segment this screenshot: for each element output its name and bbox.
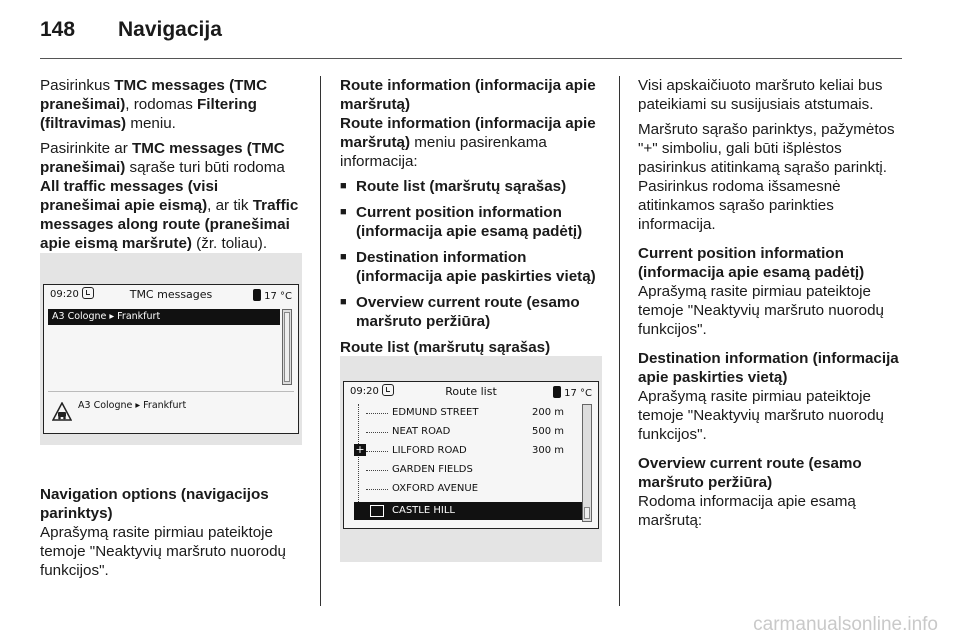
watermark: carmanualsonline.info — [753, 614, 938, 635]
route-screen — [343, 381, 599, 529]
page-number: 148 — [40, 18, 76, 41]
row-connector — [366, 489, 388, 490]
thermometer-icon — [253, 289, 261, 301]
screen-title: TMC messages — [129, 288, 213, 301]
route-street: NEAT ROAD — [392, 426, 451, 437]
route-street: LILFORD ROAD — [392, 445, 467, 456]
heading-destination-info: Destination information (informacija apie paskirties vietą) — [638, 350, 899, 386]
row-connector — [366, 451, 388, 452]
screen-title: Route list — [445, 385, 497, 398]
paragraph-plus-options: Maršruto sąrašo parinktys, pažymėtos "+" simboliu, gali būti išplėstos pasirinkus atitinkamą sąrašo parinktį. Pasirinkus rodoma išsamesnė atitinkamos sąrašo parinkties informacija. — [638, 121, 895, 233]
table-row[interactable] — [354, 442, 586, 460]
heading-current-position: Current position information (informacija apie esamą padėtį) — [638, 245, 865, 281]
route-street: CASTLE HILL — [392, 505, 455, 516]
page-title: Navigacija — [118, 18, 222, 41]
screen-time: 09:20 — [50, 289, 79, 300]
list-item: ■ Route list (maršrutų sąrašas) — [340, 177, 602, 196]
paragraph-route-information: Route information (informacija apie maršrutą) meniu pasirenkama informacija: — [340, 115, 596, 170]
route-street: OXFORD AVENUE — [392, 483, 479, 494]
heading-navigation-options: Navigation options (navigacijos parinktys) — [40, 486, 269, 522]
list-item: ■ Current position information (informacija apie esamą padėtį) — [340, 203, 602, 241]
column-3 — [638, 76, 902, 536]
column-2 — [340, 76, 602, 357]
expand-plus-icon[interactable]: + — [355, 443, 365, 456]
row-connector — [366, 413, 388, 414]
paragraph-route-roads: Visi apskaičiuoto maršruto keliai bus pateikiami su susijusiais atstumais. — [638, 77, 883, 113]
header-rule — [40, 58, 902, 59]
text-destination-info: Aprašymą rasite pirmiau pateiktoje temoje "Neaktyvių maršruto nuorodų funkcijos". — [638, 388, 884, 443]
tmc-selected-item[interactable]: A3 Cologne ▸ Frankfurt — [48, 309, 280, 325]
table-row[interactable] — [354, 404, 586, 422]
row-connector — [366, 432, 388, 433]
route-distance: 300 m — [532, 445, 565, 456]
screen-time: 09:20 — [350, 386, 379, 397]
paragraph-tmc-choice: Pasirinkite ar TMC messages (TMC pranešimai) sąraše turi būti rodoma All traffic messages (visi pranešimai apie eismą), ar tik Traffic messages along route (pranešimai apie eismą maršrute) (žr. toliau). — [40, 140, 299, 252]
route-street: EDMUND STREET — [392, 407, 479, 418]
table-row[interactable] — [354, 461, 586, 479]
heading-overview-route: Overview current route (esamo maršruto peržiūra) — [638, 455, 862, 491]
tmc-messages-screenshot — [40, 253, 302, 445]
warning-icon — [52, 402, 72, 422]
table-row-selected[interactable] — [354, 502, 586, 520]
screen-temperature: 17 °C — [253, 289, 292, 302]
heading-route-information: Route information (informacija apie maršrutą) — [340, 77, 596, 113]
list-item: ■ Destination information (informacija apie paskirties vietą) — [340, 248, 602, 286]
route-list-screenshot — [340, 356, 602, 562]
destination-flag-icon — [370, 505, 384, 517]
column-1 — [40, 76, 302, 259]
text-navigation-options: Aprašymą rasite pirmiau pateiktoje temoje "Neaktyvių maršruto nuorodų funkcijos". — [40, 524, 286, 579]
route-street: GARDEN FIELDS — [392, 464, 473, 475]
column-divider-1 — [320, 76, 321, 606]
text-overview-route: Rodoma informacija apie esamą maršrutą: — [638, 493, 856, 529]
tmc-screen — [43, 284, 299, 434]
row-connector — [366, 470, 388, 471]
table-row[interactable] — [354, 423, 586, 441]
table-row[interactable] — [354, 480, 586, 498]
column-1-lower — [40, 485, 302, 586]
thermometer-icon — [553, 386, 561, 398]
tmc-scrollbar[interactable] — [282, 309, 292, 385]
screen-temperature: 17 °C — [553, 386, 592, 399]
heading-route-list: Route list (maršrutų sąrašas) — [340, 339, 551, 356]
scrollbar-thumb[interactable] — [584, 507, 590, 519]
column-divider-2 — [619, 76, 620, 606]
route-info-list — [340, 177, 602, 331]
screen-header — [344, 382, 598, 402]
text-current-position: Aprašymą rasite pirmiau pateiktoje temoje "Neaktyvių maršruto nuorodų funkcijos". — [638, 283, 884, 338]
screen-header — [44, 285, 298, 305]
paragraph-filtering: Pasirinkus TMC messages (TMC pranešimai), rodomas Filtering (filtravimas) meniu. — [40, 77, 268, 132]
route-scrollbar[interactable] — [582, 404, 592, 522]
route-distance: 200 m — [532, 407, 565, 418]
tmc-detail-text: A3 Cologne ▸ Frankfurt — [78, 400, 187, 411]
list-item: ■ Overview current route (esamo maršruto peržiūra) — [340, 293, 602, 331]
scrollbar-thumb[interactable] — [284, 312, 290, 382]
route-distance: 500 m — [532, 426, 565, 437]
tmc-list — [48, 309, 280, 385]
tmc-detail — [48, 391, 294, 429]
